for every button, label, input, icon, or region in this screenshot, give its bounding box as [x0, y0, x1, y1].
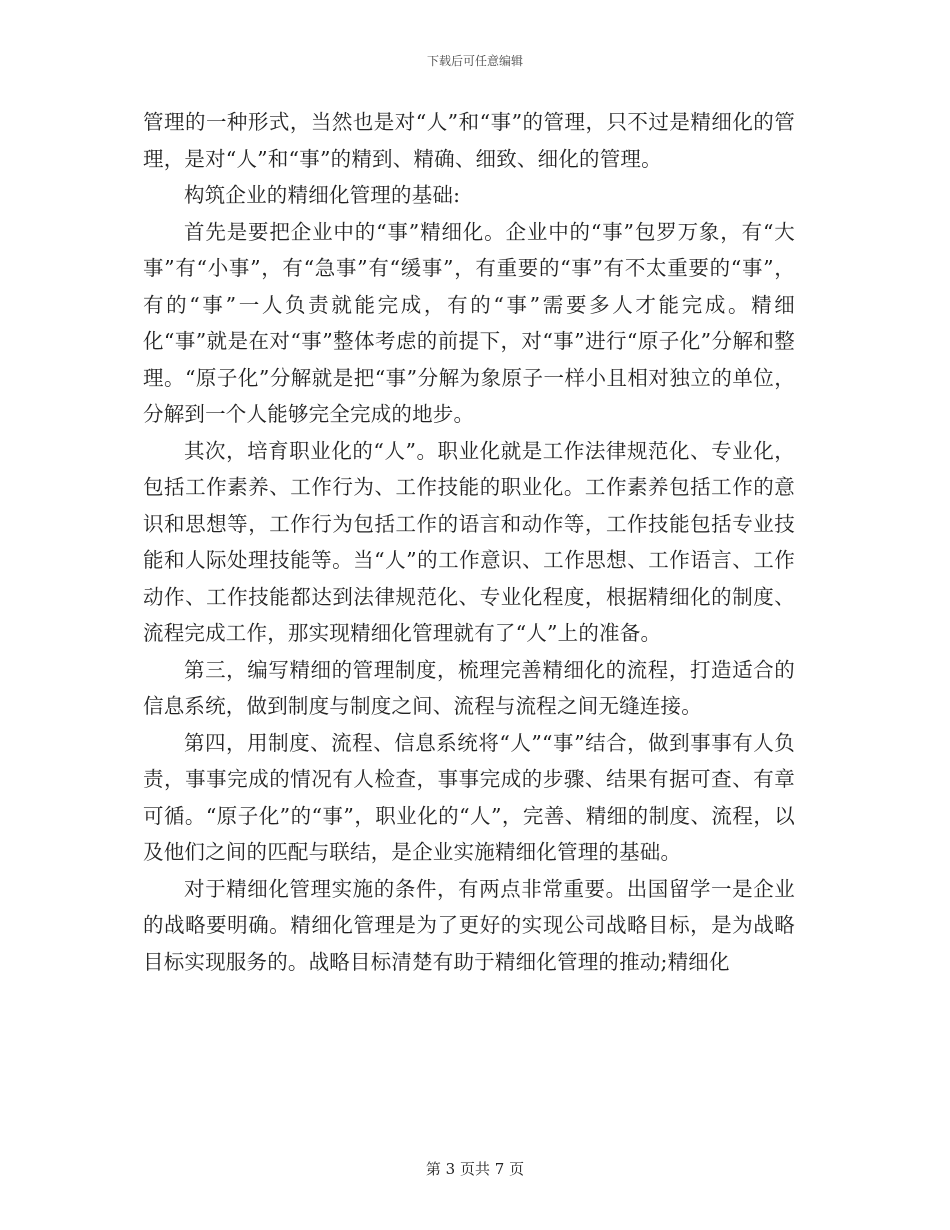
- paragraph-section-heading: 构筑企业的精细化管理的基础:: [184, 183, 461, 207]
- paragraph-continuation: 管理的一种形式，当然也是对“人”和“事”的管理，只不过是精细化的管理，是对“人”和“事”的精到、精确、细致、细化的管理。: [143, 110, 795, 171]
- document-body: [143, 104, 795, 980]
- page-number-footer: 第 3 页共 7 页: [425, 1160, 525, 1178]
- paragraph-second-point: 其次，培育职业化的“人”。职业化就是工作法律规范化、专业化，包括工作素养、工作行为、工作技能的职业化。工作素养包括工作的意识和思想等，工作行为包括工作的语言和动作等，工作技能包括专业技能和人际处理技能等。当“人”的工作意识、工作思想、工作语言、工作动作、工作技能都达到法律规范化、专业化程度，根据精细化的制度、流程完成工作，那实现精细化管理就有了“人”上的准备。: [143, 438, 795, 645]
- paragraph-conditions: 对于精细化管理实施的条件，有两点非常重要。出国留学一是企业的战略要明确。精细化管理是为了更好的实现公司战略目标，是为战略目标实现服务的。战略目标清楚有助于精细化管理的推动;精细化: [143, 876, 795, 974]
- paragraph-first-point: 首先是要把企业中的“事”精细化。企业中的“事”包罗万象，有“大事”有“小事”，有“急事”有“缓事”，有重要的“事”有不太重要的“事”，有的“事”一人负责就能完成，有的“事”需要多人才能完成。精细化“事”就是在对“事”整体考虑的前提下，对“事”进行“原子化”分解和整理。“原子化”分解就是把“事”分解为象原子一样小且相对独立的单位，分解到一个人能够完全完成的地步。: [143, 219, 795, 426]
- paragraph-fourth-point: 第四，用制度、流程、信息系统将“人”“事”结合，做到事事有人负责，事事完成的情况有人检查，事事完成的步骤、结果有据可查、有章可循。“原子化”的“事”，职业化的“人”，完善、精细的制度、流程，以及他们之间的匹配与联结，是企业实施精细化管理的基础。: [143, 730, 795, 864]
- page-header: 下载后可任意编辑: [426, 54, 523, 68]
- paragraph-third-point: 第三，编写精细的管理制度，梳理完善精细化的流程，打造适合的信息系统，做到制度与制度之间、流程与流程之间无缝连接。: [143, 657, 795, 718]
